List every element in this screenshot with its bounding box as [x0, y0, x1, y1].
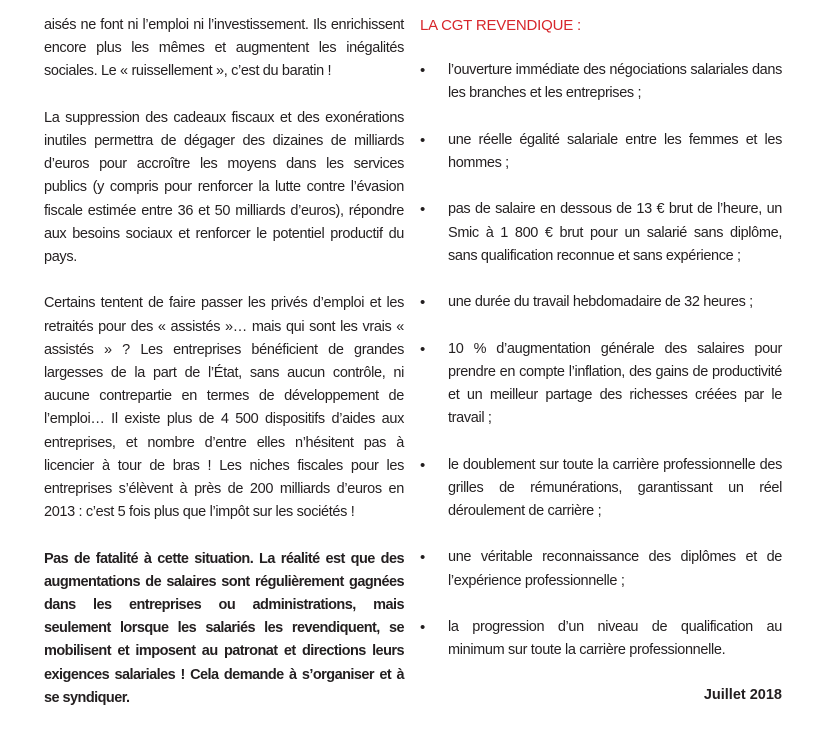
list-item [420, 454, 782, 524]
right-column [420, 14, 782, 707]
list-item [420, 546, 782, 592]
demand-text: une durée du travail hebdomadaire de 32 heures ; [448, 294, 753, 311]
demand-text: une réelle égalité salariale entre les femmes et les hommes ; [448, 131, 782, 171]
paragraph-assistes: Certains tentent de faire passer les privés d’emploi et les retraités pour des « assistés »… mais qui sont les vrais « assistés » ? Les entreprises bénéficient de grandes largesses de la part de l’État, sans aucun contrôle, ni aucune contrepartie en termes de développement de l’emploi… Il existe plus de 4 500 dispositifs d’aides aux entreprises, et nombre d’entre elles n’hésitent pas à licencier à tour de bras ! Les niches fiscales pour les entreprises s’élèvent à près de 200 milliards d’euros en 2013 : c’est 5 fois plus que l’impôt sur les sociétés ! [44, 295, 404, 521]
bullet-icon: • [420, 131, 425, 149]
demand-text: la progression d’un niveau de qualification au minimum sur toute la carrière professionnelle. [448, 618, 782, 659]
list-item [420, 338, 782, 431]
demand-text: 10 % d’augmentation générale des salaires pour prendre en compte l’inflation, des gains de productivité et un meilleur partage des richesses créées par le travail ; [448, 340, 782, 427]
list-item [420, 616, 782, 662]
bullet-icon: • [420, 62, 425, 80]
left-column [44, 14, 404, 733]
list-item [420, 198, 782, 268]
document-date: Juillet 2018 [703, 686, 782, 703]
demand-text: une véritable reconnaissance des diplômes et de l’expérience professionnelle ; [448, 549, 782, 589]
bullet-icon: • [420, 456, 425, 474]
paragraph-no-fatality: Pas de fatalité à cette situation. La réalité est que des augmentations de salaires sont régulièrement gagnées dans les entreprises ou administrations, mais seulement lorsque les salariés les revendiquent, se mobilisent et imposent au patronat et directions leurs exigences salariales ! Cela demande à s’organiser et à se syndiquer. [44, 550, 404, 706]
demand-text: le doublement sur toute la carrière professionnelle des grilles de rémunérations, garantissant un réel déroulement de carrière ; [448, 456, 782, 519]
bullet-icon: • [420, 618, 425, 636]
bullet-icon: • [420, 549, 425, 567]
list-item [420, 291, 782, 314]
list-item [420, 59, 782, 105]
demands-list [420, 59, 782, 662]
bullet-icon: • [420, 294, 425, 312]
list-item [420, 129, 782, 175]
demand-text: pas de salaire en dessous de 13 € brut de l’heure, un Smic à 1 800 € brut pour un salarié sans diplôme, sans qualification reconnue et sans expérience ; [448, 201, 782, 264]
bullet-icon: • [420, 201, 425, 219]
cgt-demands-heading: LA CGT REVENDIQUE : [420, 17, 581, 34]
bullet-icon: • [420, 340, 425, 358]
demand-text: l’ouverture immédiate des négociations salariales dans les branches et les entreprises ; [448, 62, 782, 102]
paragraph-fiscal-gifts: La suppression des cadeaux fiscaux et des exonérations inutiles permettra de dégager des dizaines de milliards d’euros pour accroître les moyens dans les services publics (y compris pour renforcer la lutte contre l’évasion fiscale estimée entre 36 et 50 milliards d’euros), répondre aux besoins sociaux et renforcer le potentiel productif du pays. [44, 109, 404, 266]
paragraph-ruissellement: aisés ne font ni l’emploi ni l’investissement. Ils enrichissent encore plus les mêmes et augmentent les inégalités sociales. Le « ruissellement », c’est du baratin ! [44, 17, 404, 80]
